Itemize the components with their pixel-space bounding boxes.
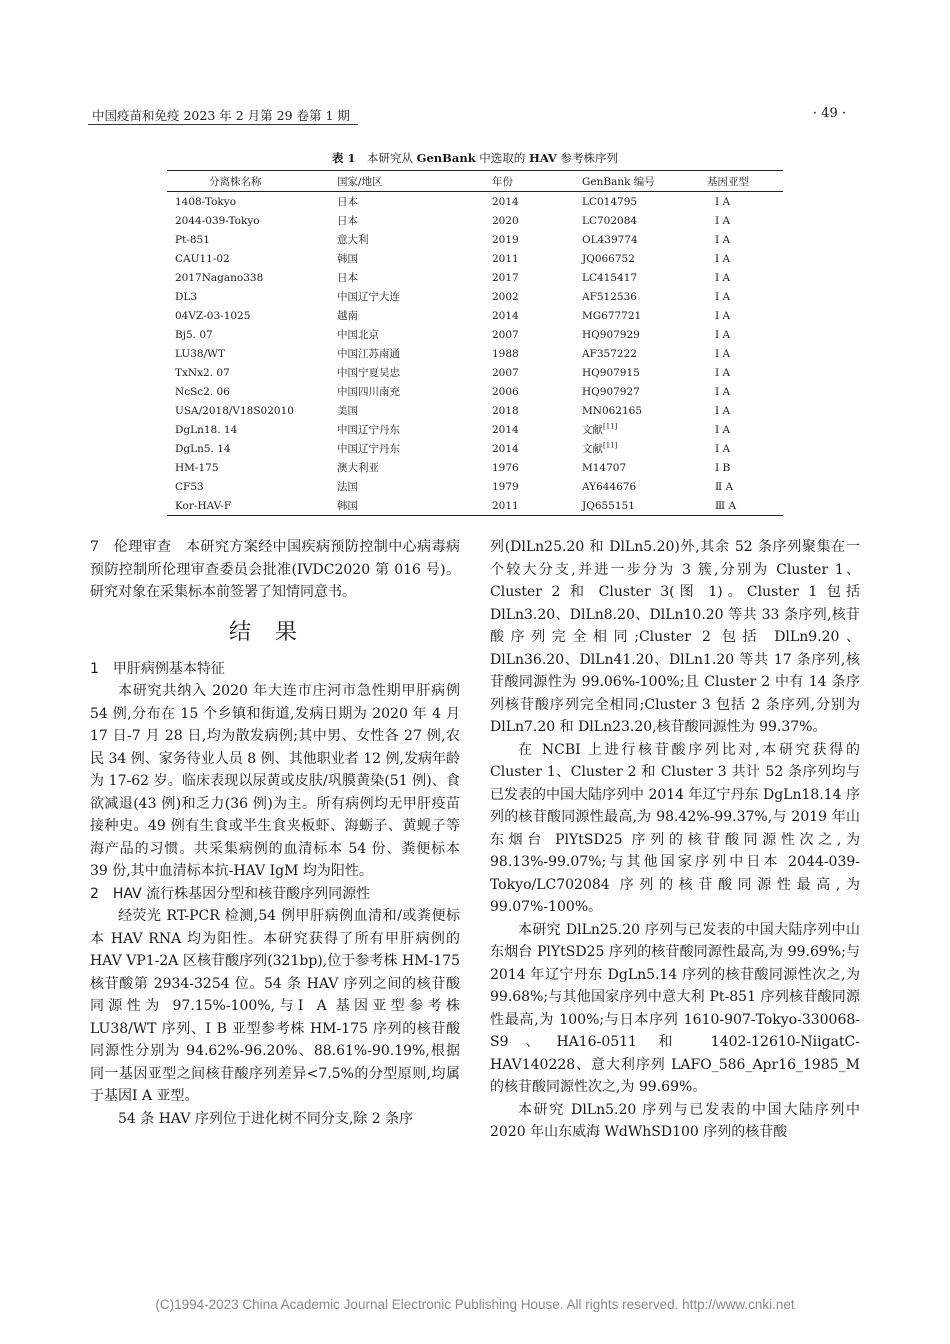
citation-ref: [11] <box>603 422 618 431</box>
table-row <box>167 401 783 420</box>
journal-header: 中国疫苗和免疫 2023 年 2 月第 29 卷第 1 期 <box>92 108 350 123</box>
table-cell: Bj5. 07 <box>175 328 213 341</box>
col-header-genbank: GenBank 编号 <box>582 175 655 188</box>
table-row <box>167 325 783 344</box>
paragraph: 本研究共纳入 2020 年大连市庄河市急性期甲肝病例 54 例,分布在 15 个乡镇和街道,发病日期为 2020 年 4 月 17 日-7 月 28 日,均为散发病例;其中男、女性各 27 例,农民 34 例、家务待业人员 8 例、其他职业者 12 例,发病年龄为 17-62 岁。临床表现以尿黄或皮肤/巩膜黄染(51 例)、食欲减退(43 例)和乏力(36 例)为主。所有病例均无甲肝疫苗接种史。49 例有生食或半生食夹板虾、海蛎子、黄蚬子等海产品的习惯。共采集病例的血清标本 54 份、粪便标本 39 份,其中血清标本抗-HAV IgM 均为阳性。 <box>90 683 460 879</box>
table-cell: Ⅰ A <box>715 214 731 227</box>
table-cell: DgLn18. 14 <box>175 423 238 436</box>
table-cell: Pt-851 <box>175 233 210 246</box>
table-cell: USA/2018/V18S02010 <box>175 404 294 417</box>
table-cell: Ⅰ A <box>715 347 731 360</box>
table-cell: 2007 <box>492 328 519 341</box>
table-cell: M14707 <box>582 461 627 474</box>
right-column <box>490 536 860 1144</box>
table-label: 表 1 <box>331 151 356 165</box>
table-row <box>167 458 783 477</box>
table-cell: Ⅰ A <box>715 423 731 436</box>
table-cell: LU38/WT <box>175 347 225 360</box>
table-cell: 2006 <box>492 385 519 398</box>
table-cell: MG677721 <box>582 309 642 322</box>
table-row <box>167 287 783 306</box>
caption-part: 参考株序列 <box>556 151 618 165</box>
table-cell: Ⅰ A <box>715 233 731 246</box>
table-cell: Ⅰ A <box>715 385 731 398</box>
table-cell: HM-175 <box>175 461 219 474</box>
table-cell: Ⅰ A <box>715 442 731 455</box>
table-cell: 2020 <box>492 214 519 227</box>
caption-genbank: GenBank <box>416 151 476 165</box>
copyright-footer: (C)1994-2023 China Academic Journal Electronic Publishing House. All rights reserved. http://www.cnki.net <box>155 1297 795 1312</box>
table-cell: 中国四川南充 <box>337 386 400 398</box>
table-cell: 2014 <box>492 195 519 208</box>
table-header-row <box>167 171 783 192</box>
table-cell: LC415417 <box>582 271 638 284</box>
table-cell: Ⅰ A <box>715 290 731 303</box>
table-row <box>167 477 783 496</box>
reference-strain-table <box>167 170 783 516</box>
table-row <box>167 363 783 382</box>
paragraph: 列(DlLn25.20 和 DlLn5.20)外,其余 52 条序列聚集在一个较大分支,并进一步分为 3 簇,分别为 Cluster 1、Cluster 2 和 Cluster 3(图 1)。Cluster 1 包括 DlLn3.20、DlLn8.20、DlLn10.20 等共 33 条序列,核苷酸序列完全相同;Cluster 2 包括 DlLn9.20、DlLn36.20、DlLn41.20、DlLn1.20 等共 17 条序列,核苷酸同源性为 99.06%-100%;且 Cluster 2 中有 14 条序列核苷酸序列完全相同;Cluster 3 包括 2 条序列,分别为 DlLn7.20 和 DlLn23.20,核苷酸同源性为 99.37%。 <box>490 539 860 735</box>
table-cell: 2007 <box>492 366 519 379</box>
table-cell: 1408-Tokyo <box>175 195 237 208</box>
table-cell: JQ655151 <box>582 499 635 512</box>
table-row <box>167 420 783 439</box>
table-cell: Ⅱ A <box>715 480 734 493</box>
paragraph: 本研究 DlLn5.20 序列与已发表的中国大陆序列中 2020 年山东威海 WdWhSD100 序列的核苷酸 <box>490 1101 860 1140</box>
caption-part: 本研究从 <box>367 151 417 165</box>
table-cell: 2017 <box>492 271 519 284</box>
table-row <box>167 268 783 287</box>
table-cell: 法国 <box>337 481 358 493</box>
table-cell: 1988 <box>492 347 519 360</box>
table-cell: 2044-039-Tokyo <box>175 214 260 227</box>
subsection-1-heading: 1 甲肝病例基本特征 <box>90 660 225 677</box>
col-header-country: 国家/地区 <box>337 175 383 188</box>
table-cell: AF357222 <box>582 347 637 360</box>
results-heading: 结果 <box>228 619 321 645</box>
table-cell: NcSc2. 06 <box>175 385 230 398</box>
paragraph: 54 条 HAV 序列位于进化树不同分支,除 2 条序 <box>118 1110 414 1127</box>
table-row <box>167 382 783 401</box>
table-cell: Ⅰ A <box>715 328 731 341</box>
table-cell: 2011 <box>492 499 519 512</box>
table-row <box>167 439 783 458</box>
table-cell: AY644676 <box>582 480 637 493</box>
table-cell: HQ907915 <box>582 366 640 379</box>
table-row <box>167 249 783 268</box>
paragraph: 本研究 DlLn25.20 序列与已发表的中国大陆序列中山东烟台 PlYtSD25 序列的核苷酸同源性最高,为 99.69%;与 2014 年辽宁丹东 DgLn5.14 序列的核苷酸同源性次之,为 99.68%;与其他国家序列中意大利 Pt-851 序列核苷酸同源性最高,为 100%;与日本序列 1610-907-Tokyo-330068-S9、HA16-0511 和 1402-12610-NiigatC-HAV140228、意大利序列 LAFO_586_Apr16_1985_M 的核苷酸同源性次之,为 99.69%。 <box>490 921 860 1095</box>
left-column <box>90 536 460 1130</box>
table-cell: Ⅰ A <box>715 271 731 284</box>
table-cell: 日本 <box>337 196 358 208</box>
table-cell: 2019 <box>492 233 519 246</box>
table-cell: 2002 <box>492 290 519 303</box>
table-cell: Ⅰ B <box>715 461 731 474</box>
table-cell: 越南 <box>337 310 358 322</box>
citation-ref: [11] <box>603 441 618 450</box>
page-number: · 49 · <box>812 106 846 121</box>
table-cell: MN062165 <box>582 404 643 417</box>
table-cell: DgLn5. 14 <box>175 442 231 455</box>
table-cell: CF53 <box>175 480 204 493</box>
table-cell: AF512536 <box>582 290 637 303</box>
table-row <box>167 344 783 363</box>
table-cell: 2014 <box>492 423 519 436</box>
table-cell: 中国辽宁大连 <box>337 291 400 303</box>
table-row <box>167 306 783 325</box>
table-cell: 美国 <box>337 405 358 417</box>
table-cell: 意大利 <box>337 234 369 246</box>
table-row <box>167 192 783 212</box>
table-cell: 韩国 <box>337 500 358 512</box>
table-cell: Ⅰ A <box>715 195 731 208</box>
table-cell: CAU11-02 <box>175 252 230 265</box>
header-rule <box>88 124 358 125</box>
subsection-2-heading: 2 HAV 流行株基因分型和核苷酸序列同源性 <box>90 885 371 902</box>
table-cell: 2018 <box>492 404 519 417</box>
table-caption <box>0 150 950 166</box>
table-cell: 2014 <box>492 309 519 322</box>
table-cell: 2014 <box>492 442 519 455</box>
table-cell: DL3 <box>175 290 198 303</box>
table-cell: 日本 <box>337 215 358 227</box>
table-cell: OL439774 <box>582 233 638 246</box>
table-cell: Ⅰ A <box>715 309 731 322</box>
table-row <box>167 230 783 249</box>
table-cell: 1979 <box>492 480 519 493</box>
ethics-paragraph: 7 伦理审查 本研究方案经中国疾病预防控制中心病毒病预防控制所伦理审查委员会批准(IVDC2020 第 016 号)。研究对象在采集标本前签署了知情同意书。 <box>90 539 460 600</box>
table-cell: 文献[11] <box>582 422 618 436</box>
paragraph: 在 NCBI 上进行核苷酸序列比对,本研究获得的 Cluster 1、Cluster 2 和 Cluster 3 共计 52 条序列均与已发表的中国大陆序列中 2014 年辽宁丹东 DgLn18.14 序列的核苷酸同源性最高,为 98.42%-99.37%,与 2019 年山东烟台 PlYtSD25 序列的核苷酸同源性次之,为 98.13%-99.07%;与其他国家序列中日本 2044-039-Tokyo/LC702084 序列的核苷酸同源性最高,为 99.07%-100%。 <box>490 741 861 915</box>
table-cell: TxNx2. 07 <box>175 366 230 379</box>
table-cell: LC014795 <box>582 195 638 208</box>
table-cell: 中国北京 <box>337 329 379 341</box>
table-cell: 中国辽宁丹东 <box>337 424 400 436</box>
table-cell: 文献[11] <box>582 441 618 455</box>
col-header-strain: 分离株名称 <box>209 175 262 188</box>
table-cell: 中国宁夏吴忠 <box>337 367 400 379</box>
table-cell: 1976 <box>492 461 519 474</box>
table-cell: 日本 <box>337 272 358 284</box>
table-cell: HQ907927 <box>582 385 640 398</box>
table-cell: 韩国 <box>337 253 358 265</box>
table-cell: LC702084 <box>582 214 638 227</box>
table-cell: HQ907929 <box>582 328 640 341</box>
table-cell: Ⅲ A <box>715 499 737 512</box>
table-cell: 2011 <box>492 252 519 265</box>
table-cell: 2017Nagano338 <box>175 271 264 284</box>
table-cell: 04VZ-03-1025 <box>175 309 251 322</box>
table-cell: 中国江苏南通 <box>337 348 400 360</box>
table-cell: 中国辽宁丹东 <box>337 443 400 455</box>
table-row <box>167 211 783 230</box>
col-header-genotype: 基因亚型 <box>707 175 749 188</box>
table-row <box>167 496 783 516</box>
caption-hav: HAV <box>528 151 557 165</box>
table-cell: Ⅰ A <box>715 252 731 265</box>
col-header-year: 年份 <box>492 175 513 188</box>
caption-part: 中选取的 <box>475 151 529 165</box>
paragraph: 经荧光 RT-PCR 检测,54 例甲肝病例血清和/或粪便标本 HAV RNA 均为阳性。本研究获得了所有甲肝病例的 HAV VP1-2A 区核苷酸序列(321bp),位于参考株 HM-175 核苷酸第 2934-3254 位。54 条 HAV 序列之间的核苷酸同源性为 97.15%-100%,与Ⅰ A 基因亚型参考株 LU38/WT 序列、Ⅰ B 亚型参考株 HM-175 序列的核苷酸同源性分别为 94.62%-96.20%、88.61%-90.19%,根据同一基因亚型之间核苷酸序列差异<7.5%的分型原则,均属于基因Ⅰ A 亚型。 <box>90 908 460 1104</box>
table-cell: 澳大利亚 <box>337 462 379 474</box>
table-cell: Kor-HAV-F <box>175 499 232 512</box>
table-cell: JQ066752 <box>582 252 635 265</box>
table-cell: Ⅰ A <box>715 366 731 379</box>
table-cell: Ⅰ A <box>715 404 731 417</box>
